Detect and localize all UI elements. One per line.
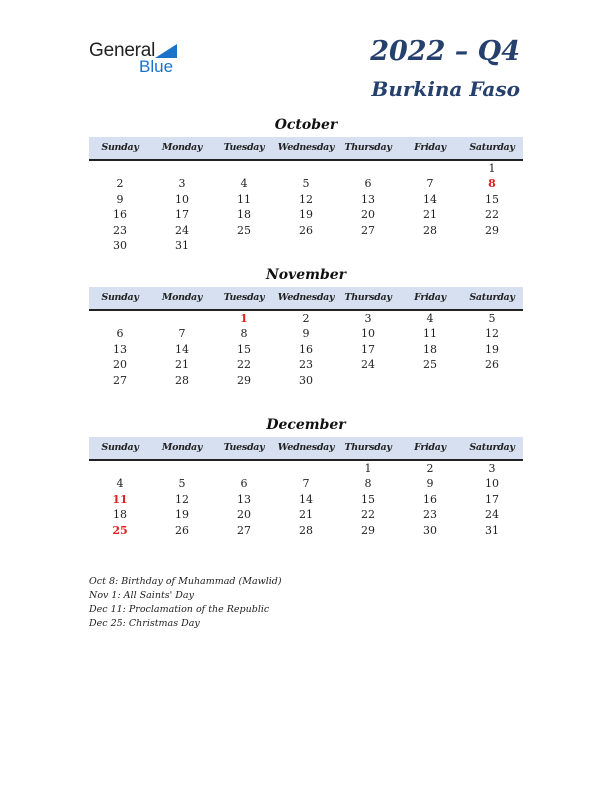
weekday-header: Saturday — [469, 142, 515, 153]
day-cell: 4 — [426, 312, 434, 325]
holiday-note: Dec 25: Christmas Day — [89, 618, 200, 629]
weekday-header: Monday — [161, 442, 203, 453]
day-cell: 11 — [237, 192, 251, 206]
logo-general-text: General — [89, 40, 156, 61]
day-cell: 5 — [178, 477, 186, 491]
week-row — [89, 492, 523, 507]
month-name: October — [274, 117, 338, 133]
day-cell: 22 — [237, 358, 251, 372]
day-cell: 7 — [302, 477, 310, 491]
day-cell — [337, 161, 399, 176]
day-cell: 6 — [364, 177, 372, 191]
week-row — [89, 223, 523, 238]
day-cell: 10 — [361, 327, 375, 341]
day-cell: 25 — [237, 223, 251, 237]
holiday-day-cell: 25 — [112, 523, 128, 537]
weekday-header: Thursday — [344, 292, 392, 303]
day-cell — [275, 161, 337, 176]
day-cell: 20 — [237, 508, 251, 522]
day-cell — [151, 461, 213, 476]
day-cell — [151, 311, 213, 326]
day-cell: 26 — [485, 358, 499, 372]
week-row — [89, 326, 523, 341]
weekday-header: Sunday — [101, 442, 139, 453]
week-row — [89, 192, 523, 207]
week-row — [89, 161, 523, 176]
weekday-header: Monday — [161, 292, 203, 303]
month-name: December — [266, 417, 346, 433]
day-cell: 31 — [175, 238, 189, 252]
day-cell: 24 — [361, 358, 375, 372]
day-cell — [275, 461, 337, 476]
holiday-note: Dec 11: Proclamation of the Republic — [89, 604, 270, 615]
weekday-header: Wednesday — [277, 442, 335, 453]
day-cell: 22 — [361, 508, 375, 522]
day-cell — [89, 311, 151, 326]
day-cell — [213, 461, 275, 476]
day-cell: 19 — [175, 508, 189, 522]
day-cell — [337, 373, 399, 388]
day-cell: 22 — [485, 208, 499, 222]
country-name: Burkina Faso — [371, 77, 520, 101]
week-row — [89, 238, 523, 253]
week-row — [89, 523, 523, 538]
weekday-header: Wednesday — [277, 292, 335, 303]
page-title: 2022 – Q4 — [370, 36, 520, 67]
day-cell: 1 — [364, 462, 372, 475]
day-cell: 14 — [299, 492, 313, 506]
day-cell: 12 — [299, 192, 313, 206]
day-cell: 3 — [364, 312, 372, 325]
week-row — [89, 507, 523, 522]
weekday-header: Friday — [414, 142, 446, 153]
day-cell: 3 — [488, 462, 496, 475]
day-cell — [461, 373, 523, 388]
day-cell: 20 — [113, 358, 127, 372]
weekday-header: Monday — [161, 142, 203, 153]
weekday-header: Wednesday — [277, 142, 335, 153]
day-cell — [89, 161, 151, 176]
day-cell: 30 — [113, 238, 127, 252]
day-cell: 21 — [175, 358, 189, 372]
day-cell: 12 — [175, 492, 189, 506]
day-cell: 5 — [488, 312, 496, 325]
day-cell: 2 — [302, 312, 310, 325]
day-cell: 15 — [361, 492, 375, 506]
day-cell: 25 — [423, 358, 437, 372]
day-cell: 9 — [116, 192, 124, 206]
day-cell: 30 — [299, 373, 313, 387]
day-cell: 13 — [237, 492, 251, 506]
day-cell — [399, 373, 461, 388]
week-row — [89, 461, 523, 476]
day-cell: 13 — [361, 192, 375, 206]
day-cell: 28 — [175, 373, 189, 387]
month-december — [89, 415, 523, 538]
month-november — [89, 265, 523, 388]
day-cell: 12 — [485, 327, 499, 341]
weekday-header: Friday — [414, 292, 446, 303]
day-cell: 15 — [237, 342, 251, 356]
weekday-header: Tuesday — [223, 292, 265, 303]
weekday-header: Sunday — [101, 142, 139, 153]
day-cell: 20 — [361, 208, 375, 222]
day-cell: 6 — [240, 477, 248, 491]
day-cell: 18 — [113, 508, 127, 522]
day-cell — [151, 161, 213, 176]
holiday-notes — [89, 575, 282, 631]
day-cell: 24 — [485, 508, 499, 522]
week-row — [89, 207, 523, 222]
day-cell: 17 — [485, 492, 499, 506]
day-cell: 24 — [175, 223, 189, 237]
day-cell — [399, 161, 461, 176]
weekday-header: Friday — [414, 442, 446, 453]
holiday-note: Nov 1: All Saints' Day — [89, 590, 194, 601]
day-cell — [461, 238, 523, 253]
holiday-day-cell: 8 — [488, 177, 496, 191]
day-cell: 31 — [485, 523, 499, 537]
holiday-day-cell: 11 — [112, 492, 128, 506]
day-cell: 17 — [361, 342, 375, 356]
week-row — [89, 476, 523, 491]
day-cell: 8 — [240, 327, 248, 341]
week-row — [89, 357, 523, 372]
day-cell: 23 — [423, 508, 437, 522]
day-cell: 29 — [237, 373, 251, 387]
day-cell: 21 — [423, 208, 437, 222]
day-cell: 21 — [299, 508, 313, 522]
day-cell: 16 — [299, 342, 313, 356]
month-october — [89, 115, 523, 253]
day-cell: 26 — [175, 523, 189, 537]
day-cell: 19 — [299, 208, 313, 222]
weekday-header: Tuesday — [223, 142, 265, 153]
day-cell: 9 — [302, 327, 310, 341]
day-cell: 11 — [423, 327, 437, 341]
day-cell: 30 — [423, 523, 437, 537]
day-cell — [337, 238, 399, 253]
day-cell: 18 — [423, 342, 437, 356]
week-row — [89, 311, 523, 326]
logo-blue-text: Blue — [139, 57, 174, 76]
day-cell: 4 — [240, 177, 248, 191]
day-cell: 27 — [237, 523, 251, 537]
day-cell: 27 — [113, 373, 127, 387]
week-row — [89, 342, 523, 357]
day-cell — [275, 238, 337, 253]
month-name: November — [265, 267, 347, 283]
day-cell: 23 — [299, 358, 313, 372]
day-cell: 2 — [426, 462, 434, 475]
day-cell: 15 — [485, 192, 499, 206]
day-cell: 1 — [488, 162, 496, 175]
weekday-header: Saturday — [469, 442, 515, 453]
day-cell: 2 — [116, 177, 124, 191]
day-cell: 16 — [113, 208, 127, 222]
day-cell: 3 — [178, 177, 186, 191]
day-cell: 7 — [178, 327, 186, 341]
day-cell: 10 — [175, 192, 189, 206]
day-cell — [213, 161, 275, 176]
weekday-header: Sunday — [101, 292, 139, 303]
weeks — [89, 461, 523, 538]
day-cell: 27 — [361, 223, 375, 237]
logo-triangle-icon — [155, 44, 177, 58]
weekday-header: Saturday — [469, 292, 515, 303]
day-cell: 10 — [485, 477, 499, 491]
day-cell: 14 — [175, 342, 189, 356]
day-cell — [89, 461, 151, 476]
weekday-header: Thursday — [344, 142, 392, 153]
weeks — [89, 311, 523, 388]
day-cell: 28 — [299, 523, 313, 537]
holiday-note: Oct 8: Birthday of Muhammad (Mawlid) — [89, 576, 282, 587]
day-cell: 23 — [113, 223, 127, 237]
day-cell: 4 — [116, 477, 124, 491]
day-cell: 16 — [423, 492, 437, 506]
weekday-header-row — [89, 137, 523, 161]
day-cell — [213, 238, 275, 253]
day-cell: 9 — [426, 477, 434, 491]
day-cell: 17 — [175, 208, 189, 222]
weekday-header: Tuesday — [223, 442, 265, 453]
day-cell: 28 — [423, 223, 437, 237]
day-cell: 7 — [426, 177, 434, 191]
day-cell: 19 — [485, 342, 499, 356]
day-cell: 29 — [485, 223, 499, 237]
day-cell — [399, 238, 461, 253]
week-row — [89, 176, 523, 191]
week-row — [89, 373, 523, 388]
day-cell: 14 — [423, 192, 437, 206]
holiday-day-cell: 1 — [240, 312, 248, 325]
day-cell: 8 — [364, 477, 372, 491]
day-cell: 26 — [299, 223, 313, 237]
day-cell: 6 — [116, 327, 124, 341]
day-cell: 5 — [302, 177, 310, 191]
day-cell: 13 — [113, 342, 127, 356]
weekday-header: Thursday — [344, 442, 392, 453]
weekday-header-row — [89, 287, 523, 311]
weeks — [89, 161, 523, 253]
day-cell: 29 — [361, 523, 375, 537]
day-cell: 18 — [237, 208, 251, 222]
weekday-header-row — [89, 437, 523, 461]
